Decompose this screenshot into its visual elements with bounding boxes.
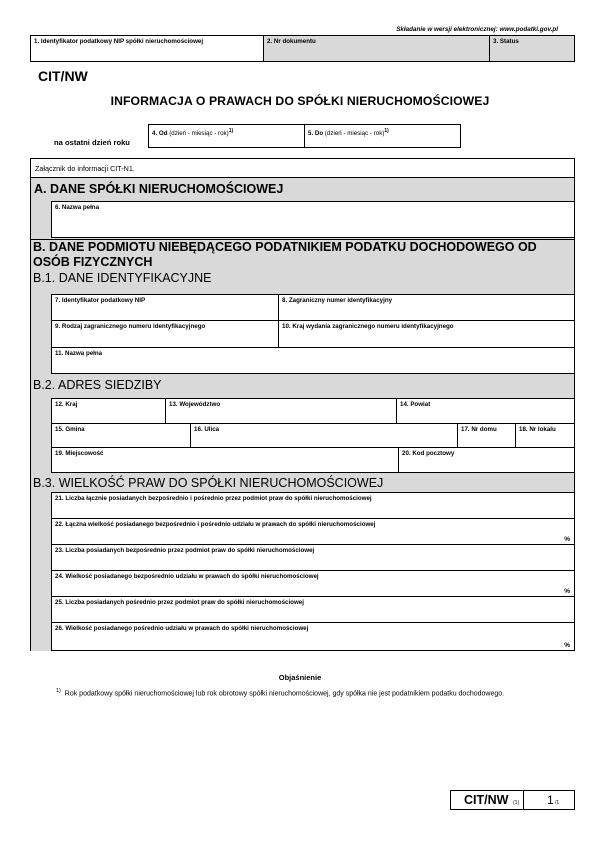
b-nip-label: 7. Identyfikator podatkowy NIP [55,297,146,304]
page-total: /1 [555,800,560,806]
foreign-id-type-field[interactable] [51,320,279,348]
date-from-label: 4. Od (dzień - miesiąc - rok)$^{1)}$ [152,128,234,138]
direct-share-percent-label: 24. Wielkość posiadanego bezpośrednio udziału w prawach do spółki nieruchomościowej [55,573,319,580]
date-from-field[interactable] [148,124,305,148]
district-label: 14. Powiat [400,401,431,408]
street-field[interactable] [190,423,458,448]
percent-sign: % [564,642,570,649]
section-b-title: B. DANE PODMIOTU NIEBĘDĄCEGO PODATNIKIEM PODATKU DOCHODOWEGO OD OSÓB FIZYCZNYCH [33,240,537,269]
apartment-number-label: 18. Nr lokalu [519,426,556,433]
indirect-share-percent-label: 26. Wielkość posiadanego pośrednio udziału w prawach do spółki nieruchomościowej [55,625,309,632]
total-rights-count-field[interactable] [51,492,575,519]
district-field[interactable] [396,398,575,424]
house-number-field[interactable] [457,423,516,448]
section-a-title: A. DANE SPÓŁKI NIERUCHOMOŚCIOWEJ [34,182,284,196]
apartment-number-field[interactable] [515,423,575,448]
form-title: INFORMACJA O PRAWACH DO SPÓŁKI NIERUCHOMOŚCIOWEJ [110,94,490,108]
total-share-percent-field[interactable] [51,518,575,545]
attachment-note: Załącznik do informacji CIT-N1. [35,164,135,173]
direct-share-percent-field[interactable] [51,570,575,597]
b2-title: B.2. ADRES SIEDZIBY [33,378,162,392]
b-full-name-label: 11. Nazwa pełna [55,350,103,357]
direct-rights-count-field[interactable] [51,544,575,571]
doc-number-field [263,35,490,62]
footnote-1 [56,688,504,697]
foreign-id-country-label: 10. Kraj wydania zagranicznego numeru identyfikacyjnego [282,323,454,330]
house-number-label: 17. Nr domu [461,426,497,433]
direct-rights-count-label: 23. Liczba posiadanych bezpośrednio przez podmiot praw do spółki nieruchomościowej [55,547,315,554]
city-label: 19. Miejscowość [55,450,104,457]
b1-title: B.1. DANE IDENTYFIKACYJNE [33,271,212,285]
foreign-id-type-label: 9. Rodzaj zagranicznego numeru identyfikacyjnego [55,323,206,330]
indirect-share-percent-field[interactable] [51,622,575,651]
percent-sign: % [564,588,570,595]
percent-sign: % [564,536,570,543]
total-rights-count-label: 21. Liczba łącznie posiadanych bezpośrednio i pośrednio przez podmiot praw do spółki nieruchomościowej [55,495,372,502]
footnote-1-text: Rok podatkowy spółki nieruchomościowej lub rok obrotowy spółki nieruchomościowej, gdy spółka nie jest podatnikiem podatku dochodowego. [64,690,505,698]
b-full-name-field[interactable] [51,347,575,374]
total-share-percent-label: 22. Łączna wielkość posiadanego bezpośrednio i pośrednio udziału w prawach do spółki nieruchomościowej [55,521,376,528]
footer-form-code: CIT/NW [464,793,509,807]
foreign-id-label: 8. Zagraniczny numer identyfikacyjny [282,297,393,304]
footer-form-code-box [450,790,524,810]
footer-page-box [523,790,575,810]
form-code: CIT/NW [38,68,88,84]
city-field[interactable] [51,447,399,473]
doc-number-label: 2. Nr dokumentu [267,38,316,45]
submission-note: Składanie w wersji elektronicznej: www.podatki.gov.pl [396,26,558,33]
street-label: 16. Ulica [194,426,220,433]
footnote-1-mark: 1) [56,688,61,694]
postal-code-label: 20. Kod pocztowy [402,450,455,457]
date-to-field[interactable] [304,124,461,148]
period-label: na ostatni dzień roku [54,138,130,147]
voivodeship-label: 13. Województwo [169,401,221,408]
indirect-rights-count-label: 25. Liczba posiadanych pośrednio przez podmiot praw do spółki nieruchomościowej [55,599,304,606]
voivodeship-field[interactable] [165,398,397,424]
indirect-rights-count-field[interactable] [51,596,575,623]
nip-label: 1. Identyfikator podatkowy NIP spółki nieruchomościowej [34,38,204,45]
explanation-heading: Objaśnienie [278,673,322,682]
municipality-label: 15. Gmina [55,426,85,433]
status-field [489,35,575,62]
b3-title: B.3. WIELKOŚĆ PRAW DO SPÓŁKI NIERUCHOMOŚCIOWEJ [33,476,384,490]
status-label: 3. Status [493,38,519,45]
country-field[interactable] [51,398,166,424]
municipality-field[interactable] [51,423,191,448]
foreign-id-country-field[interactable] [278,320,575,348]
company-full-name-label: 6. Nazwa pełna [55,204,100,211]
company-full-name-field[interactable] [51,201,575,238]
footer-form-version: (1) [513,800,520,806]
b-nip-field[interactable] [51,294,279,321]
page-number: 1 [547,793,554,807]
country-label: 12. Kraj [55,401,78,408]
nip-field[interactable] [30,35,264,62]
postal-code-field[interactable] [398,447,575,473]
date-to-label: 5. Do (dzień - miesiąc - rok)$^{1)}$ [308,128,389,138]
foreign-id-field[interactable] [278,294,575,321]
